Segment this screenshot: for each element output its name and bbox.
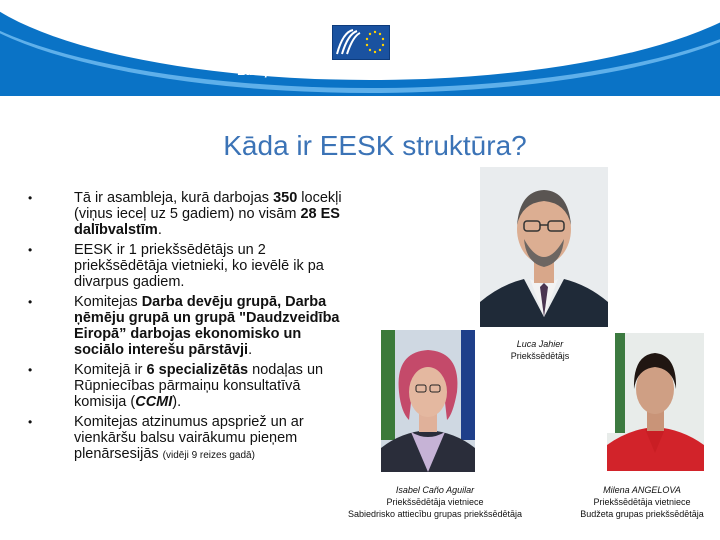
bullet-dot-icon: •: [28, 243, 33, 257]
bullet-list: [28, 190, 346, 468]
bullet-dot-icon: •: [28, 415, 33, 429]
photo-luca-jahier: [480, 167, 608, 327]
header-banner: [0, 0, 720, 96]
person-role: Priekšsēdētāja vietniece: [593, 497, 691, 507]
person-extra: Sabiedrisko attiecību grupas priekšsēdētāja: [347, 509, 523, 519]
bullet-dot-icon: •: [28, 363, 33, 377]
organization-name: European Economic and Social Committee: [237, 64, 483, 78]
bullet-item: [28, 294, 346, 358]
person-name: Milena ANGELOVA: [603, 485, 681, 495]
bullet-text: locekļi (viņus ieceļ uz 5 gadiem) no visām: [74, 190, 342, 222]
bullet-text: Komitejā ir: [74, 362, 147, 378]
bullet-text: .: [248, 342, 253, 358]
person-name: Isabel Caño Aguilar: [395, 485, 475, 495]
caption-luca-jahier: [490, 338, 590, 362]
bullet-item: [28, 414, 346, 464]
bullet-text: 28 ES dalībvalstīm: [74, 206, 340, 238]
bullet-dot-icon: •: [28, 295, 33, 309]
bullet-text: Tā ir asambleja, kurā darbojas: [74, 190, 274, 206]
bullet-text: (vidēji 9 reizes gadā): [162, 450, 255, 461]
bullet-text: Komitejas: [74, 294, 142, 310]
bullet-item: [28, 190, 346, 238]
bullet-text: ).: [172, 394, 182, 410]
bullet-dot-icon: •: [28, 191, 33, 205]
photo-isabel-cano-aguilar: [381, 330, 475, 472]
caption-milena-angelova: [572, 484, 712, 520]
person-extra: Budžeta grupas priekšsēdētāja: [580, 509, 704, 519]
slide-title: Kāda ir EESK struktūra?: [223, 130, 527, 161]
bullet-text: .: [157, 222, 162, 238]
bullet-text: CCMI: [135, 394, 173, 410]
bullet-text: EESK ir 1 priekšsēdētājs un 2 priekšsēdētāja vietnieki, ko ievēlē ik pa divarpus gadiem.: [74, 242, 324, 290]
bullet-text: 6 specializētās: [146, 362, 249, 378]
bullet-text: Darba devēju grupā, Darba ņēmēju grupā un grupā "Daudzveidība Eiropā” darbojas ekonomisko un sociālo interešu pārstāvji: [74, 294, 340, 358]
caption-isabel-cano-aguilar: [330, 484, 540, 520]
photo-milena-angelova: [607, 333, 704, 471]
person-role: Priekšsēdētājs: [510, 351, 570, 361]
bullet-item: [28, 242, 346, 290]
bullet-item: [28, 362, 346, 410]
person-role: Priekšsēdētāja vietniece: [386, 497, 484, 507]
bullet-text: nodaļas un Rūpniecības pārmaiņu konsultatīvā komisija (: [74, 362, 324, 410]
bullet-text: 350: [273, 190, 298, 206]
eesc-logo: [332, 25, 390, 60]
bullet-text: Komitejas atzinumus apspriež un ar vienkāršu balsu vairākumu pieņem plenārsesijās: [74, 414, 304, 462]
person-name: Luca Jahier: [516, 339, 564, 349]
